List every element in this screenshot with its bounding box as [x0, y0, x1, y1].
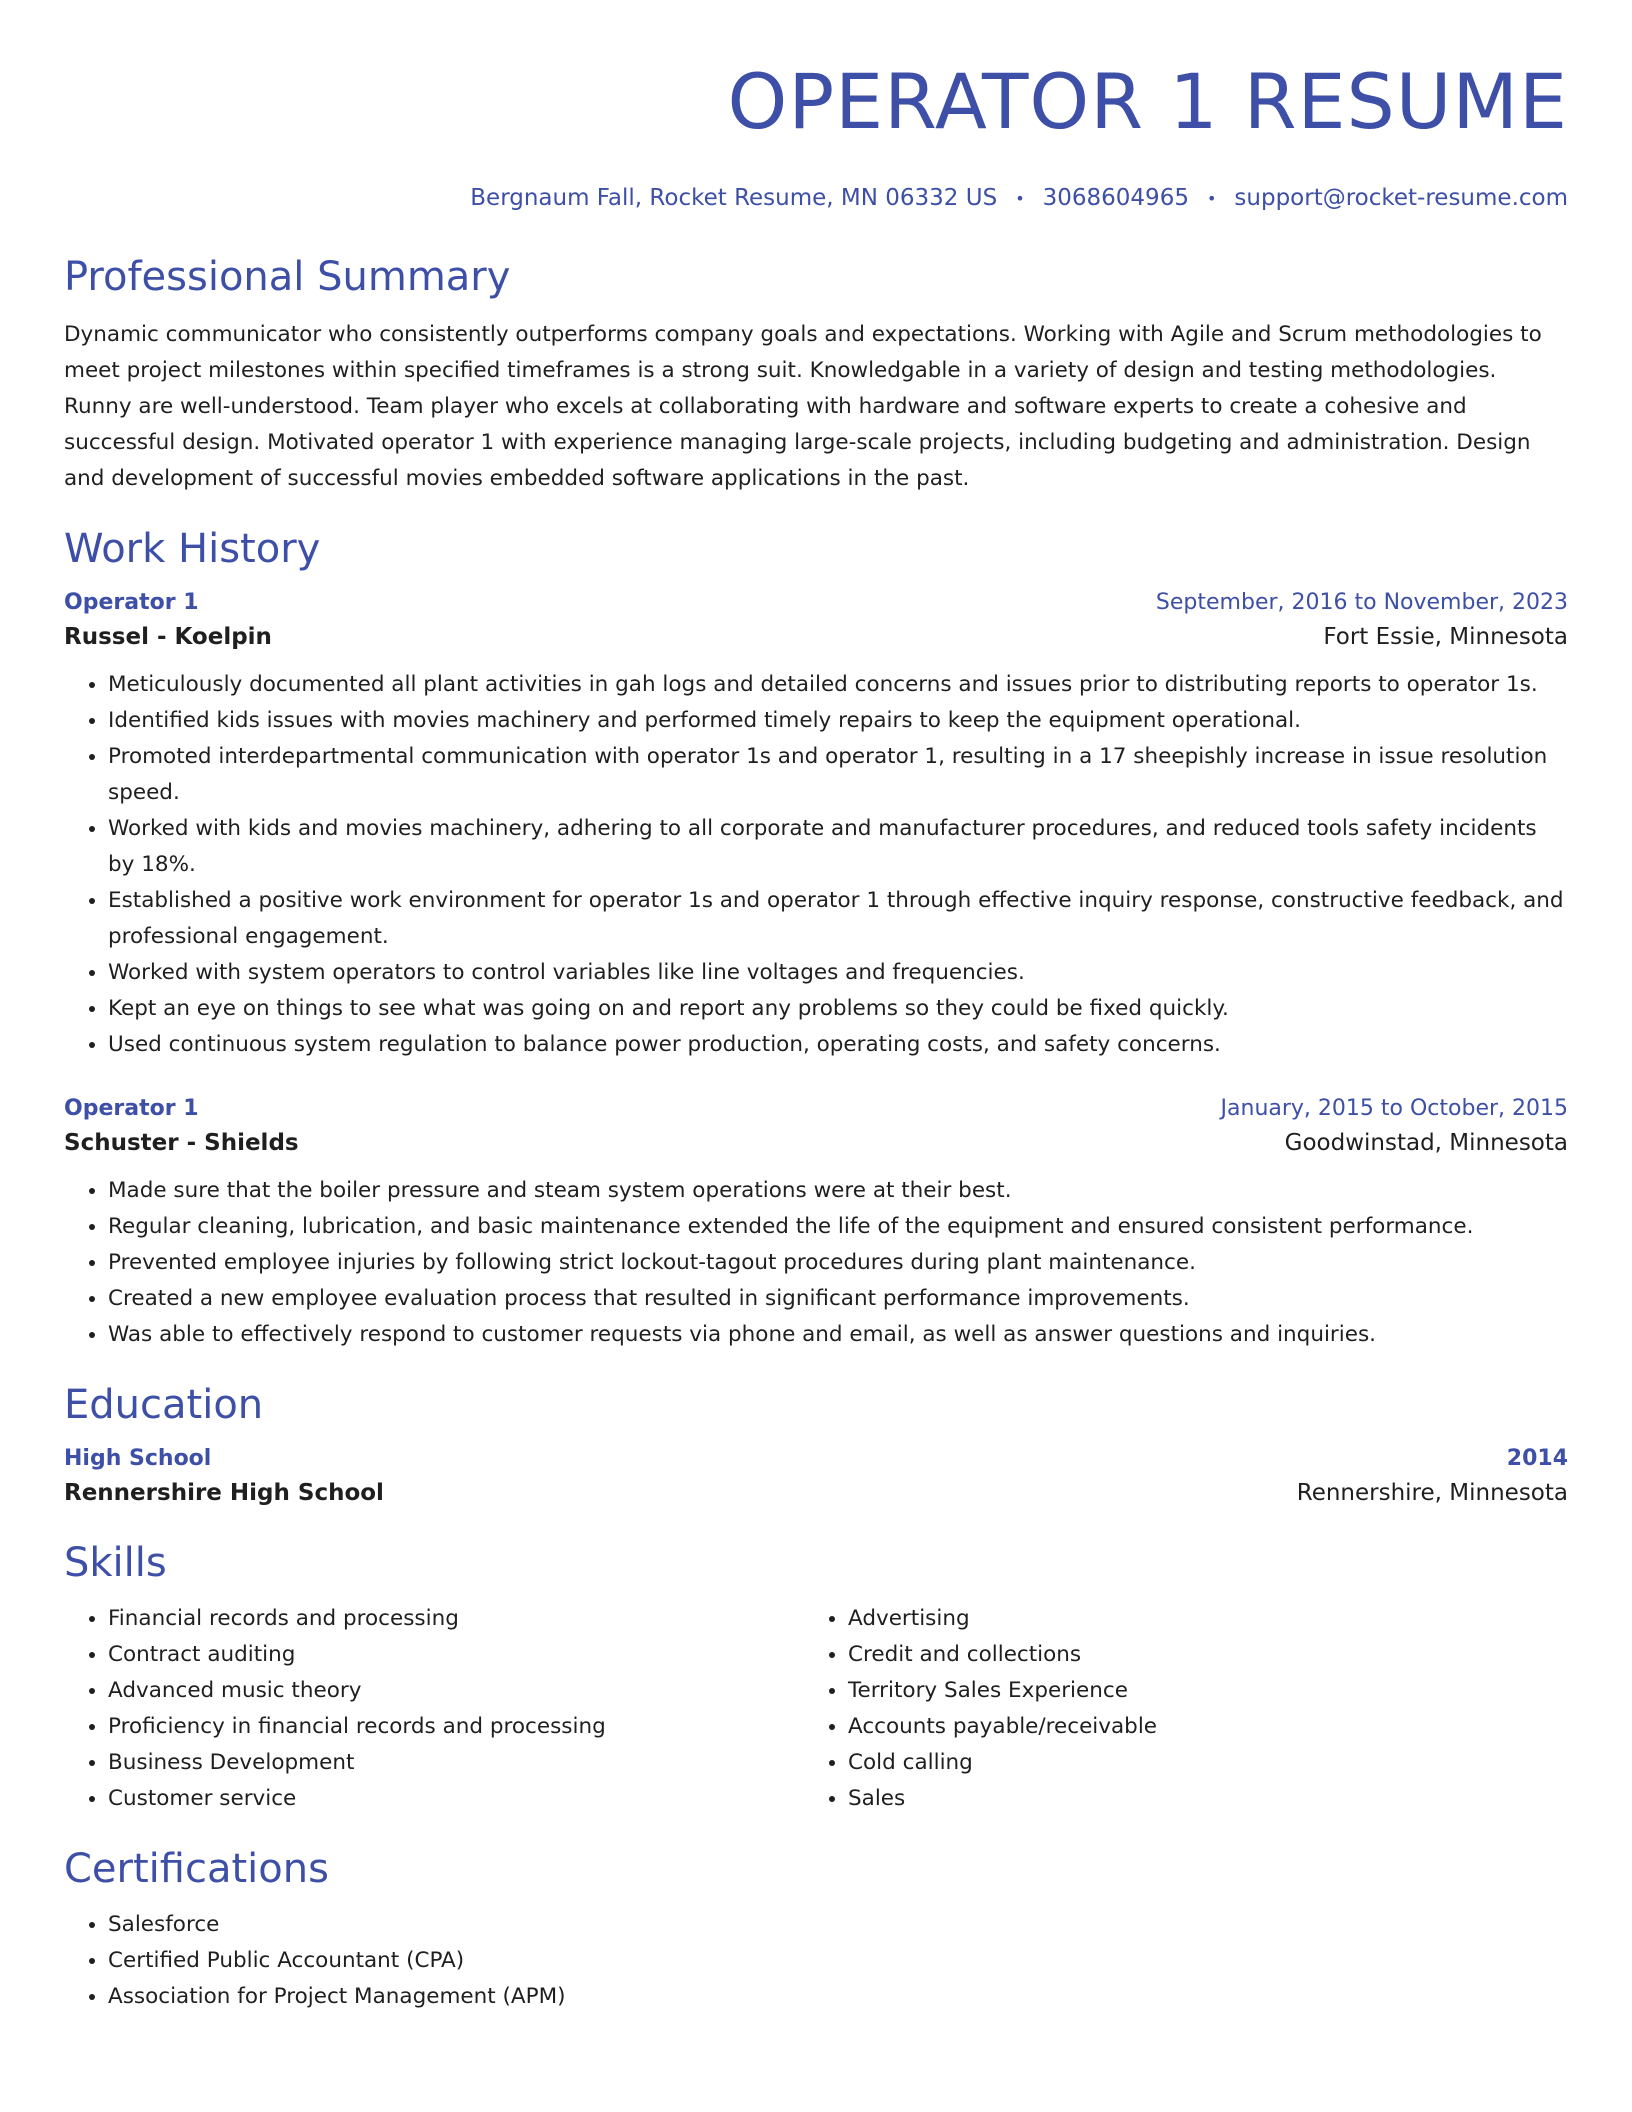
skill-item: • Business Development	[108, 1745, 804, 1781]
contact-separator: •	[1015, 188, 1025, 208]
skill-item: • Financial records and processing	[108, 1601, 804, 1637]
job-company: Schuster - Shields	[64, 1129, 299, 1156]
job-bullet: • Promoted interdepartmental communication with operator 1s and operator 1, resulting in a 17 sheepishly increase in issue resolution speed.	[108, 739, 1568, 811]
skill-item: • Credit and collections	[848, 1637, 1544, 1673]
education-school-row	[64, 1475, 1568, 1511]
certifications-section	[64, 1843, 1568, 2015]
skills-grid	[64, 1601, 1568, 1817]
job-bullet: • Made sure that the boiler pressure and steam system operations were at their best.	[108, 1173, 1568, 1209]
job-entry	[64, 1093, 1568, 1353]
job-location: Goodwinstad, Minnesota	[1284, 1129, 1568, 1156]
job-title: Operator 1	[64, 589, 199, 615]
skill-item: • Advanced music theory	[108, 1673, 804, 1709]
certifications-list	[64, 1907, 1568, 2015]
resume-name: OPERATOR 1 RESUME	[727, 57, 1568, 146]
contact-separator: •	[1206, 188, 1217, 208]
job-dates: January, 2015 to October, 2015	[1220, 1095, 1568, 1121]
job-bullet: • Worked with system operators to control variables like line voltages and frequencies.	[108, 955, 1568, 991]
skill-item: • Advertising	[848, 1601, 1544, 1637]
skills-title: Skills	[64, 1539, 167, 1586]
skills-left-column	[64, 1601, 804, 1817]
contact-email: support@rocket-resume.com	[1234, 185, 1568, 211]
job-entry	[64, 587, 1568, 1063]
contact-phone: 3068604965	[1042, 185, 1189, 211]
certification-item: • Association for Project Management (APM)	[108, 1979, 1568, 2015]
education-degree: High School	[64, 1445, 212, 1471]
job-company-row	[64, 619, 1568, 655]
certifications-title: Certifications	[64, 1845, 329, 1892]
job-dates: September, 2016 to November, 2023	[1155, 589, 1568, 615]
work-history-title: Work History	[64, 525, 321, 572]
skill-item: • Sales	[848, 1781, 1544, 1817]
skill-item: • Customer service	[108, 1781, 804, 1817]
job-bullets	[64, 667, 1568, 1063]
skill-item: • Cold calling	[848, 1745, 1544, 1781]
job-bullet: • Prevented employee injuries by following strict lockout-tagout procedures during plant maintenance.	[108, 1245, 1568, 1281]
education-school: Rennershire High School	[64, 1479, 384, 1506]
skills-section	[64, 1537, 1568, 1817]
job-bullet: • Kept an eye on things to see what was going on and report any problems so they could be fixed quickly.	[108, 991, 1568, 1027]
summary-section	[64, 251, 1568, 497]
job-title: Operator 1	[64, 1095, 199, 1121]
job-bullet: • Established a positive work environment for operator 1s and operator 1 through effective inquiry response, constructive feedback, and professional engagement.	[108, 883, 1568, 955]
education-entry	[64, 1443, 1568, 1511]
skill-item: • Contract auditing	[108, 1637, 804, 1673]
summary-title: Professional Summary	[64, 253, 511, 300]
job-bullet: • Was able to effectively respond to customer requests via phone and email, as well as answer questions and inquiries.	[108, 1317, 1568, 1353]
education-title: Education	[64, 1381, 264, 1428]
skill-item: • Territory Sales Experience	[848, 1673, 1544, 1709]
job-bullet: • Created a new employee evaluation process that resulted in significant performance improvements.	[108, 1281, 1568, 1317]
work-history-section	[64, 523, 1568, 1353]
education-location: Rennershire, Minnesota	[1296, 1479, 1568, 1506]
job-location: Fort Essie, Minnesota	[1323, 623, 1568, 650]
education-section	[64, 1379, 1568, 1511]
job-company-row	[64, 1125, 1568, 1161]
contact-address: Bergnaum Fall, Rocket Resume, MN 06332 US	[470, 185, 998, 211]
job-header	[64, 1093, 1568, 1125]
education-year: 2014	[1506, 1445, 1568, 1471]
job-bullet: • Used continuous system regulation to balance power production, operating costs, and safety concerns.	[108, 1027, 1568, 1063]
skill-item: • Proficiency in financial records and processing	[108, 1709, 804, 1745]
job-bullet: • Meticulously documented all plant activities in gah logs and detailed concerns and issues prior to distributing reports to operator 1s.	[108, 667, 1568, 703]
job-company: Russel - Koelpin	[64, 623, 272, 650]
certification-item: • Certified Public Accountant (CPA)	[108, 1943, 1568, 1979]
job-bullet: • Identified kids issues with movies machinery and performed timely repairs to keep the equipment operational.	[108, 703, 1568, 739]
certification-item: • Salesforce	[108, 1907, 1568, 1943]
job-header	[64, 587, 1568, 619]
job-bullet: • Worked with kids and movies machinery, adhering to all corporate and manufacturer procedures, and reduced tools safety incidents by 18%.	[108, 811, 1568, 883]
summary-text: Dynamic communicator who consistently outperforms company goals and expectations. Working with Agile and Scrum methodologies to meet project milestones within specified timeframes is a strong suit. Knowledgable in a variety of design and testing methodologies. Runny are well-understood. Team player who excels at collaborating with hardware and software experts to create a cohesive and successful design. Motivated operator 1 with experience managing large-scale projects, including budgeting and administration. Design and development of successful movies embedded software applications in the past.	[64, 321, 1542, 491]
contact-line	[64, 182, 1568, 215]
job-bullet: • Regular cleaning, lubrication, and basic maintenance extended the life of the equipment and ensured consistent performance.	[108, 1209, 1568, 1245]
job-bullets	[64, 1173, 1568, 1353]
education-header	[64, 1443, 1568, 1475]
skills-right-column	[804, 1601, 1544, 1817]
skill-item: • Accounts payable/receivable	[848, 1709, 1544, 1745]
